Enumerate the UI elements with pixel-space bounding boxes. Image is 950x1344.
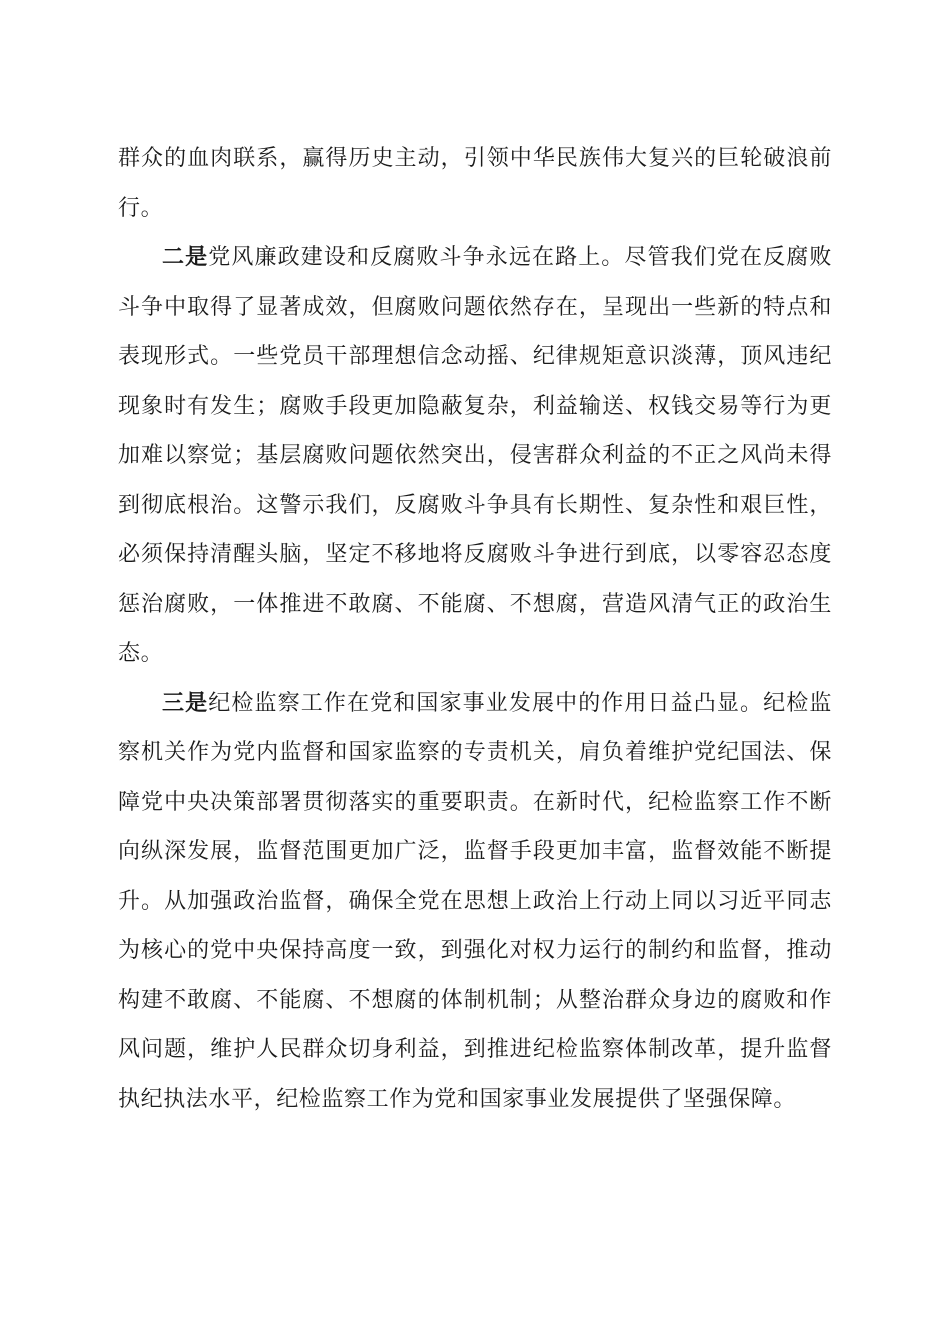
- paragraph-point-three: [118, 679, 832, 1125]
- paragraph-continuation: [118, 134, 832, 233]
- paragraph-lead: 二是: [162, 245, 209, 270]
- document-body: [118, 134, 832, 1124]
- paragraph-text: 党风廉政建设和反腐败斗争永远在路上。尽管我们党在反腐败斗争中取得了显著成效，但腐败问题依然存在，呈现出一些新的特点和表现形式。一些党员干部理想信念动摇、纪律规矩意识淡薄，顶风违纪现象时有发生；腐败手段更加隐蔽复杂，利益输送、权钱交易等行为更加难以察觉；基层腐败问题依然突出，侵害群众利益的不正之风尚未得到彻底根治。这警示我们，反腐败斗争具有长期性、复杂性和艰巨性，必须保持清醒头脑，坚定不移地将反腐败斗争进行到底，以零容忍态度惩治腐败，一体推进不敢腐、不能腐、不想腐，营造风清气正的政治生态。: [118, 245, 833, 666]
- paragraph-text: 纪检监察工作在党和国家事业发展中的作用日益凸显。纪检监察机关作为党内监督和国家监察的专责机关，肩负着维护党纪国法、保障党中央决策部署贯彻落实的重要职责。在新时代，纪检监察工作不断向纵深发展，监督范围更加广泛，监督手段更加丰富，监督效能不断提升。从加强政治监督，确保全党在思想上政治上行动上同以习近平同志为核心的党中央保持高度一致，到强化对权力运行的制约和监督，推动构建不敢腐、不能腐、不想腐的体制机制；从整治群众身边的腐败和作风问题，维护人民群众切身利益，到推进纪检监察体制改革，提升监督执纪执法水平，纪检监察工作为党和国家事业发展提供了坚强保障。: [118, 690, 833, 1112]
- paragraph-point-two: [118, 233, 832, 679]
- paragraph-text: 群众的血肉联系，赢得历史主动，引领中华民族伟大复兴的巨轮破浪前行。: [118, 146, 832, 221]
- paragraph-lead: 三是: [162, 690, 209, 716]
